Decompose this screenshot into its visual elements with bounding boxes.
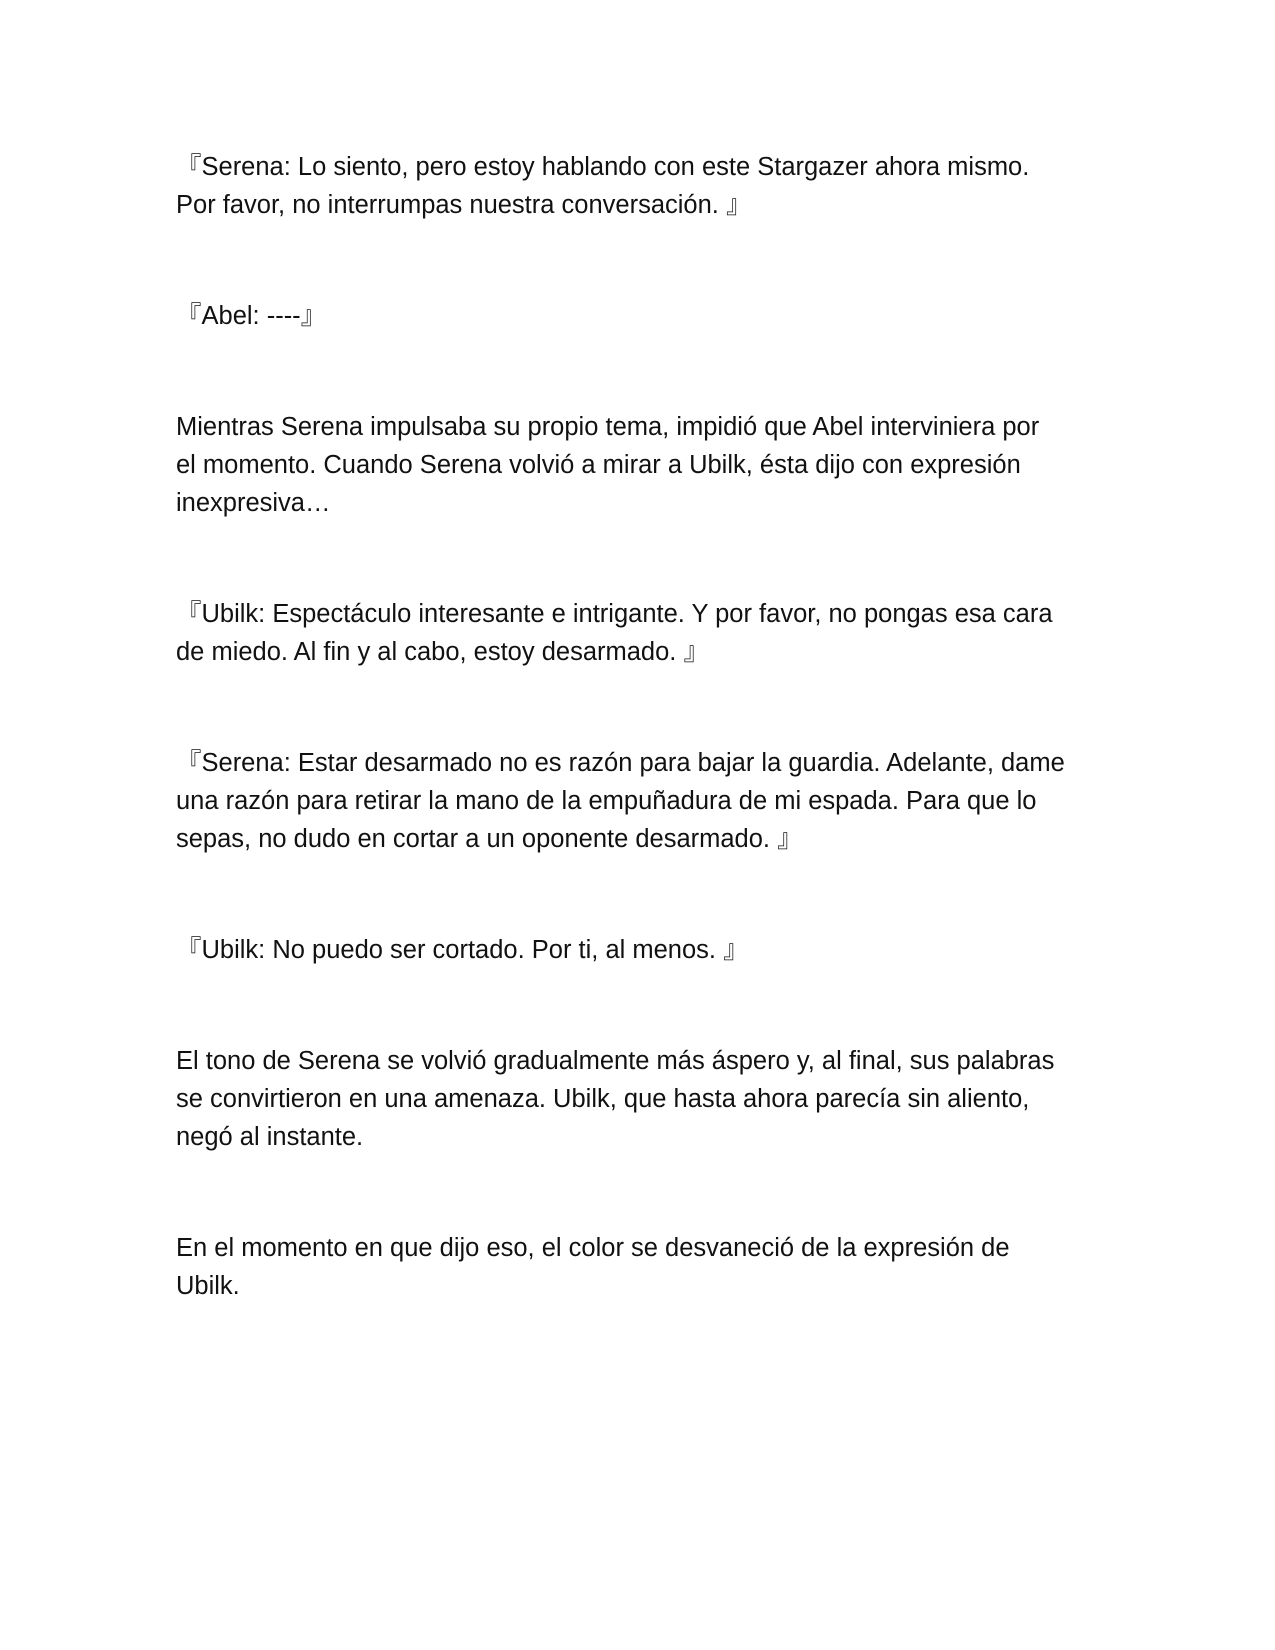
text-line: Ubilk. [176,1272,240,1300]
text-line: 『Serena: Lo siento, pero estoy hablando con este Stargazer ahora mismo. [176,153,1030,181]
text-line: de miedo. Al fin y al cabo, estoy desarmado. 』 [176,638,709,666]
text-line: 『Ubilk: No puedo ser cortado. Por ti, al menos. 』 [176,936,749,964]
paragraph-ubilk-dialogue-2 [176,931,1106,969]
text-line: una razón para retirar la mano de la empuñadura de mi espada. Para que lo [176,787,1037,815]
paragraph-ubilk-dialogue-1 [176,595,1106,671]
paragraph-serena-dialogue-2 [176,744,1106,858]
text-line: sepas, no dudo en cortar a un oponente desarmado. 』 [176,825,803,853]
paragraph-serena-dialogue-1 [176,148,1106,224]
text-line: 『Abel: ----』 [176,302,327,330]
text-line: 『Ubilk: Espectáculo interesante e intrigante. Y por favor, no pongas esa cara [176,600,1053,628]
document-body [176,148,1106,1305]
text-line: En el momento en que dijo eso, el color se desvaneció de la expresión de [176,1234,1010,1262]
paragraph-abel-dialogue [176,297,1106,335]
text-line: Por favor, no interrumpas nuestra conversación. 』 [176,191,752,219]
text-line: El tono de Serena se volvió gradualmente más áspero y, al final, sus palabras [176,1047,1055,1075]
paragraph-narration-1 [176,408,1106,522]
text-line: negó al instante. [176,1123,364,1151]
text-line: Mientras Serena impulsaba su propio tema, impidió que Abel interviniera por [176,413,1040,441]
text-line: inexpresiva… [176,489,331,517]
text-line: se convirtieron en una amenaza. Ubilk, que hasta ahora parecía sin aliento, [176,1085,1030,1113]
paragraph-narration-3 [176,1229,1106,1305]
paragraph-narration-2 [176,1042,1106,1156]
text-line: 『Serena: Estar desarmado no es razón para bajar la guardia. Adelante, dame [176,749,1065,777]
text-line: el momento. Cuando Serena volvió a mirar a Ubilk, ésta dijo con expresión [176,451,1021,479]
